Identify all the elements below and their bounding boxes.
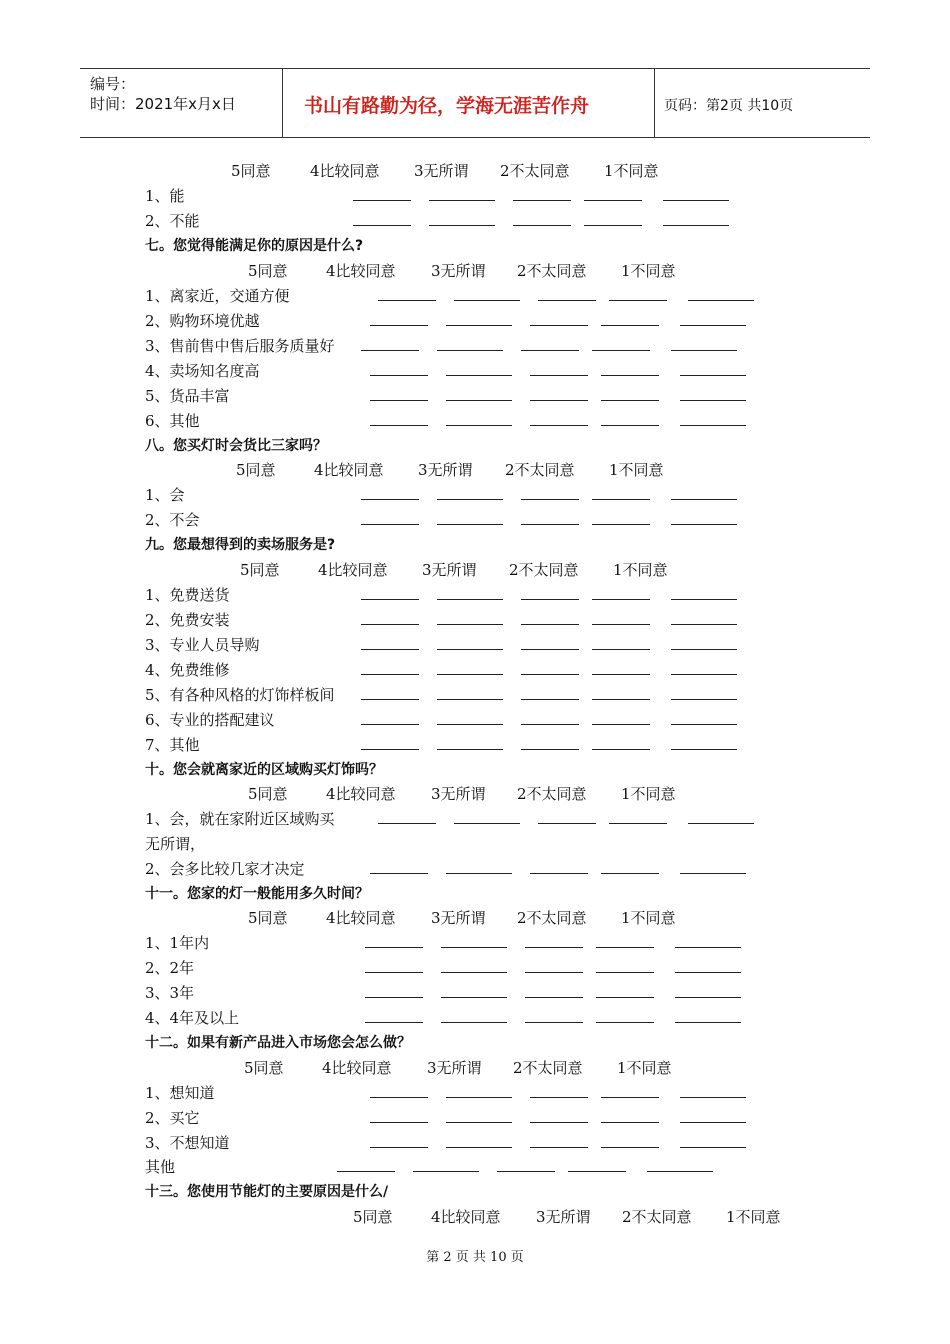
answer-blank[interactable]	[530, 375, 588, 376]
answer-blanks	[0, 1008, 950, 1028]
scale-label-s1: 1不同意	[604, 162, 659, 180]
answer-blank[interactable]	[671, 674, 737, 675]
answer-blank[interactable]	[521, 699, 579, 700]
answer-blank[interactable]	[361, 524, 419, 525]
option-label: 4、卖场知名度高	[145, 362, 260, 380]
answer-blanks	[0, 361, 950, 381]
question-title: 十。您会就离家近的区域购买灯饰吗？	[145, 762, 383, 778]
answer-blanks	[0, 1083, 950, 1103]
answer-blank[interactable]	[361, 724, 419, 725]
answer-blank[interactable]	[530, 1097, 588, 1098]
answer-blank[interactable]	[538, 300, 596, 301]
scale-label-s2: 2不太同意	[513, 1059, 583, 1077]
answer-blanks	[0, 411, 950, 431]
answer-blank[interactable]	[568, 1171, 626, 1172]
scale-label-s3: 3无所谓	[431, 909, 486, 927]
scale-label-s1: 1不同意	[613, 561, 668, 579]
answer-blank[interactable]	[592, 674, 650, 675]
scale-label-s3: 3无所谓	[536, 1208, 591, 1226]
option-label: 6、专业的搭配建议	[145, 711, 275, 729]
option-label: 1、免费送货	[145, 586, 230, 604]
answer-blank[interactable]	[592, 724, 650, 725]
scale-label-s1: 1不同意	[621, 909, 676, 927]
question-title: 七。您觉得能满足你的原因是什么?	[145, 238, 364, 254]
answer-blank[interactable]	[441, 972, 507, 973]
answer-blank[interactable]	[530, 873, 588, 874]
answer-blanks	[0, 710, 950, 730]
scale-label-s5: 5同意	[353, 1208, 393, 1226]
answer-blank[interactable]	[671, 624, 737, 625]
answer-blank[interactable]	[671, 749, 737, 750]
answer-blank[interactable]	[671, 724, 737, 725]
answer-blank[interactable]	[437, 499, 503, 500]
answer-blank[interactable]	[680, 873, 746, 874]
question-title: 八。您买灯时会货比三家吗？	[145, 438, 327, 454]
option-label: 2、免费安装	[145, 611, 230, 629]
answer-blanks	[0, 958, 950, 978]
option-label: 6、其他	[145, 412, 200, 430]
scale-label-s4: 4比较同意	[314, 461, 384, 479]
option-label: 2、不能	[145, 212, 200, 230]
answer-blank[interactable]	[592, 350, 650, 351]
answer-blank[interactable]	[513, 225, 571, 226]
answer-blanks	[0, 386, 950, 406]
answer-blank[interactable]	[609, 300, 667, 301]
time-label: 时间：2021年x月x日	[90, 95, 236, 113]
scale-label-s4: 4比较同意	[326, 785, 396, 803]
option-label: 5、有各种风格的灯饰样板间	[145, 686, 335, 704]
answer-blank[interactable]	[521, 624, 579, 625]
answer-blank[interactable]	[446, 400, 512, 401]
page-info: 页码：第2页 共10页	[664, 98, 794, 114]
option-label: 其他	[145, 1158, 176, 1176]
answer-blank[interactable]	[525, 1022, 583, 1023]
scale-label-s4: 4比较同意	[322, 1059, 392, 1077]
header-motto: 书山有路勤为径，学海无涯苦作舟	[304, 95, 590, 117]
question-title: 十二。如果有新产品进入市场您会怎么做？	[145, 1035, 411, 1051]
scale-label-s4: 4比较同意	[326, 909, 396, 927]
scale-label-s5: 5同意	[240, 561, 280, 579]
answer-blank[interactable]	[361, 749, 419, 750]
answer-blank[interactable]	[437, 599, 503, 600]
answer-blanks	[0, 485, 950, 505]
answer-blanks	[0, 983, 950, 1003]
scale-label-s2: 2不太同意	[622, 1208, 692, 1226]
answer-blank[interactable]	[530, 1147, 588, 1148]
answer-blank[interactable]	[530, 1122, 588, 1123]
answer-blank[interactable]	[592, 499, 650, 500]
header-mid-cell	[282, 69, 655, 137]
answer-blank[interactable]	[688, 823, 754, 824]
answer-blank[interactable]	[592, 624, 650, 625]
answer-blank[interactable]	[680, 1097, 746, 1098]
option-label: 2、不会	[145, 511, 200, 529]
answer-blank[interactable]	[671, 499, 737, 500]
answer-blank[interactable]	[601, 325, 659, 326]
answer-blank[interactable]	[437, 674, 503, 675]
answer-blanks	[0, 859, 950, 879]
answer-blanks	[0, 186, 950, 206]
answer-blank[interactable]	[525, 947, 583, 948]
answer-blank[interactable]	[441, 997, 507, 998]
answer-blanks	[0, 685, 950, 705]
answer-blank[interactable]	[592, 649, 650, 650]
scale-label-s3: 3无所谓	[418, 461, 473, 479]
header-right-cell	[654, 69, 870, 137]
answer-blank[interactable]	[596, 997, 654, 998]
answer-blank[interactable]	[521, 524, 579, 525]
answer-blank[interactable]	[446, 873, 512, 874]
page-header	[80, 68, 870, 138]
answer-blank[interactable]	[584, 200, 642, 201]
answer-blank[interactable]	[361, 499, 419, 500]
answer-blank[interactable]	[429, 225, 495, 226]
answer-blanks	[0, 311, 950, 331]
rating-scale	[0, 784, 950, 804]
answer-blank[interactable]	[413, 1171, 479, 1172]
option-label: 5、货品丰富	[145, 387, 230, 405]
answer-blank[interactable]	[429, 200, 495, 201]
answer-blank[interactable]	[378, 823, 436, 824]
answer-blank[interactable]	[601, 375, 659, 376]
rating-scale	[0, 1207, 950, 1227]
answer-blank[interactable]	[370, 1097, 428, 1098]
answer-blanks	[0, 1157, 950, 1177]
answer-blanks	[0, 660, 950, 680]
question-title: 十一。您家的灯一般能用多久时间？	[145, 886, 369, 902]
scale-label-s3: 3无所谓	[414, 162, 469, 180]
answer-blank[interactable]	[680, 1122, 746, 1123]
scale-label-s5: 5同意	[244, 1059, 284, 1077]
answer-blank[interactable]	[361, 599, 419, 600]
rating-scale	[0, 261, 950, 281]
answer-blank[interactable]	[596, 1022, 654, 1023]
rating-scale	[0, 460, 950, 480]
answer-blank[interactable]	[446, 1097, 512, 1098]
scale-label-s5: 5同意	[231, 162, 271, 180]
answer-blanks	[0, 809, 950, 829]
option-label: 3、售前售中售后服务质量好	[145, 337, 335, 355]
answer-blank[interactable]	[513, 200, 571, 201]
answer-blank[interactable]	[688, 300, 754, 301]
answer-blank[interactable]	[446, 1122, 512, 1123]
scale-label-s1: 1不同意	[609, 461, 664, 479]
answer-blank[interactable]	[441, 1022, 507, 1023]
answer-blank[interactable]	[671, 649, 737, 650]
option-label: 3、3年	[145, 984, 195, 1002]
answer-blank[interactable]	[497, 1171, 555, 1172]
option-label: 1、离家近，交通方便	[145, 287, 290, 305]
answer-blank[interactable]	[365, 1022, 423, 1023]
answer-blank[interactable]	[680, 425, 746, 426]
answer-blanks	[0, 336, 950, 356]
scale-label-s2: 2不太同意	[517, 262, 587, 280]
scale-label-s5: 5同意	[248, 909, 288, 927]
option-label: 4、4年及以上	[145, 1009, 240, 1027]
answer-blank[interactable]	[530, 325, 588, 326]
scale-label-s2: 2不太同意	[505, 461, 575, 479]
answer-blank[interactable]	[584, 225, 642, 226]
rating-scale	[0, 908, 950, 928]
answer-blank[interactable]	[538, 823, 596, 824]
answer-blank[interactable]	[378, 300, 436, 301]
option-label: 1、想知道	[145, 1084, 215, 1102]
answer-blanks	[0, 286, 950, 306]
scale-label-s4: 4比较同意	[310, 162, 380, 180]
answer-blank[interactable]	[592, 599, 650, 600]
option-label: 1、1年内	[145, 934, 210, 952]
scale-label-s1: 1不同意	[617, 1059, 672, 1077]
rating-scale	[0, 1058, 950, 1078]
answer-blanks	[0, 735, 950, 755]
answer-blank[interactable]	[680, 325, 746, 326]
answer-blanks	[0, 585, 950, 605]
answer-blank[interactable]	[437, 524, 503, 525]
scale-label-s4: 4比较同意	[318, 561, 388, 579]
answer-blank[interactable]	[525, 972, 583, 973]
answer-blank[interactable]	[365, 947, 423, 948]
answer-blank[interactable]	[361, 674, 419, 675]
serial-label: 编号：	[90, 75, 136, 93]
header-left-cell	[80, 69, 283, 137]
answer-blank[interactable]	[680, 1147, 746, 1148]
answer-blank[interactable]	[437, 624, 503, 625]
answer-blank[interactable]	[370, 1147, 428, 1148]
answer-blank[interactable]	[521, 599, 579, 600]
scale-label-s2: 2不太同意	[517, 909, 587, 927]
answer-blanks	[0, 635, 950, 655]
option-label: 1、会	[145, 486, 185, 504]
answer-blank[interactable]	[596, 972, 654, 973]
answer-blank[interactable]	[370, 425, 428, 426]
answer-blank[interactable]	[663, 225, 729, 226]
scale-label-s3: 3无所谓	[431, 262, 486, 280]
answer-blank[interactable]	[370, 1122, 428, 1123]
answer-blank[interactable]	[675, 997, 741, 998]
answer-blank[interactable]	[521, 649, 579, 650]
answer-blank[interactable]	[671, 350, 737, 351]
answer-blank[interactable]	[521, 749, 579, 750]
answer-blank[interactable]	[601, 1122, 659, 1123]
answer-blank[interactable]	[592, 699, 650, 700]
answer-blank[interactable]	[675, 972, 741, 973]
option-label: 2、买它	[145, 1109, 200, 1127]
question-title: 九。您最想得到的卖场服务是?	[145, 537, 336, 553]
scale-label-s3: 3无所谓	[422, 561, 477, 579]
option-label: 1、能	[145, 187, 185, 205]
answer-blank[interactable]	[361, 350, 419, 351]
answer-blank[interactable]	[530, 400, 588, 401]
answer-blank[interactable]	[592, 524, 650, 525]
answer-blank[interactable]	[521, 350, 579, 351]
answer-blanks	[0, 1108, 950, 1128]
option-label: 2、购物环境优越	[145, 312, 260, 330]
answer-blank[interactable]	[521, 499, 579, 500]
answer-blank[interactable]	[671, 599, 737, 600]
answer-blank[interactable]	[596, 947, 654, 948]
answer-blank[interactable]	[601, 1097, 659, 1098]
answer-blank[interactable]	[675, 1022, 741, 1023]
answer-blanks	[0, 1133, 950, 1153]
scale-label-s1: 1不同意	[621, 785, 676, 803]
answer-blank[interactable]	[609, 823, 667, 824]
scale-label-s5: 5同意	[248, 262, 288, 280]
answer-blank[interactable]	[446, 325, 512, 326]
answer-blank[interactable]	[361, 699, 419, 700]
scale-label-s3: 3无所谓	[427, 1059, 482, 1077]
answer-blank[interactable]	[361, 649, 419, 650]
answer-blank[interactable]	[437, 649, 503, 650]
option-label: 2、2年	[145, 959, 195, 977]
scale-label-s5: 5同意	[248, 785, 288, 803]
answer-blank[interactable]	[370, 400, 428, 401]
scale-label-s1: 1不同意	[726, 1208, 781, 1226]
answer-blank[interactable]	[353, 200, 411, 201]
option-label: 1、会，就在家附近区域购买	[145, 810, 335, 828]
answer-blank[interactable]	[601, 873, 659, 874]
answer-blank[interactable]	[680, 400, 746, 401]
answer-blank[interactable]	[521, 674, 579, 675]
answer-blank[interactable]	[671, 524, 737, 525]
answer-blanks	[0, 510, 950, 530]
question-title: 十三。您使用节能灯的主要原因是什么/	[145, 1184, 389, 1200]
scale-label-s2: 2不太同意	[509, 561, 579, 579]
answer-blank[interactable]	[441, 947, 507, 948]
answer-blank[interactable]	[647, 1171, 713, 1172]
scale-label-s4: 4比较同意	[326, 262, 396, 280]
answer-blank[interactable]	[601, 425, 659, 426]
scale-label-s4: 4比较同意	[431, 1208, 501, 1226]
answer-blank[interactable]	[370, 375, 428, 376]
option-label: 3、不想知道	[145, 1134, 230, 1152]
answer-blank[interactable]	[370, 325, 428, 326]
answer-blank[interactable]	[521, 724, 579, 725]
option-label: 2、会多比较几家才决定	[145, 860, 305, 878]
answer-blank[interactable]	[454, 300, 520, 301]
option-label: 3、专业人员导购	[145, 636, 260, 654]
answer-blank[interactable]	[446, 425, 512, 426]
answer-blank[interactable]	[530, 425, 588, 426]
option-label: 4、免费维修	[145, 661, 230, 679]
scale-label-s3: 3无所谓	[431, 785, 486, 803]
answer-blank[interactable]	[437, 350, 503, 351]
answer-blank[interactable]	[446, 1147, 512, 1148]
answer-blank[interactable]	[525, 997, 583, 998]
rating-scale	[0, 161, 950, 181]
scale-label-s5: 5同意	[236, 461, 276, 479]
scale-label-s1: 1不同意	[621, 262, 676, 280]
answer-blank[interactable]	[454, 823, 520, 824]
answer-blank[interactable]	[370, 873, 428, 874]
answer-blank[interactable]	[337, 1171, 395, 1172]
answer-blank[interactable]	[437, 749, 503, 750]
answer-blank[interactable]	[446, 375, 512, 376]
page-footer: 第 2 页 共 10 页	[426, 1250, 524, 1265]
answer-blanks	[0, 610, 950, 630]
scale-label-s2: 2不太同意	[500, 162, 570, 180]
answer-blanks	[0, 933, 950, 953]
rating-scale	[0, 560, 950, 580]
answer-blank[interactable]	[601, 400, 659, 401]
answer-blank[interactable]	[437, 699, 503, 700]
answer-blank[interactable]	[592, 749, 650, 750]
answer-blank[interactable]	[675, 947, 741, 948]
option-label: 7、其他	[145, 736, 200, 754]
answer-blank[interactable]	[663, 200, 729, 201]
answer-blank[interactable]	[601, 1147, 659, 1148]
answer-blank[interactable]	[671, 699, 737, 700]
answer-blank[interactable]	[437, 724, 503, 725]
scale-label-s2: 2不太同意	[517, 785, 587, 803]
answer-blank[interactable]	[365, 997, 423, 998]
answer-blank[interactable]	[680, 375, 746, 376]
answer-blank[interactable]	[365, 972, 423, 973]
answer-blank[interactable]	[353, 225, 411, 226]
answer-blanks	[0, 211, 950, 231]
option-label: 无所谓，	[145, 835, 206, 853]
answer-blank[interactable]	[361, 624, 419, 625]
